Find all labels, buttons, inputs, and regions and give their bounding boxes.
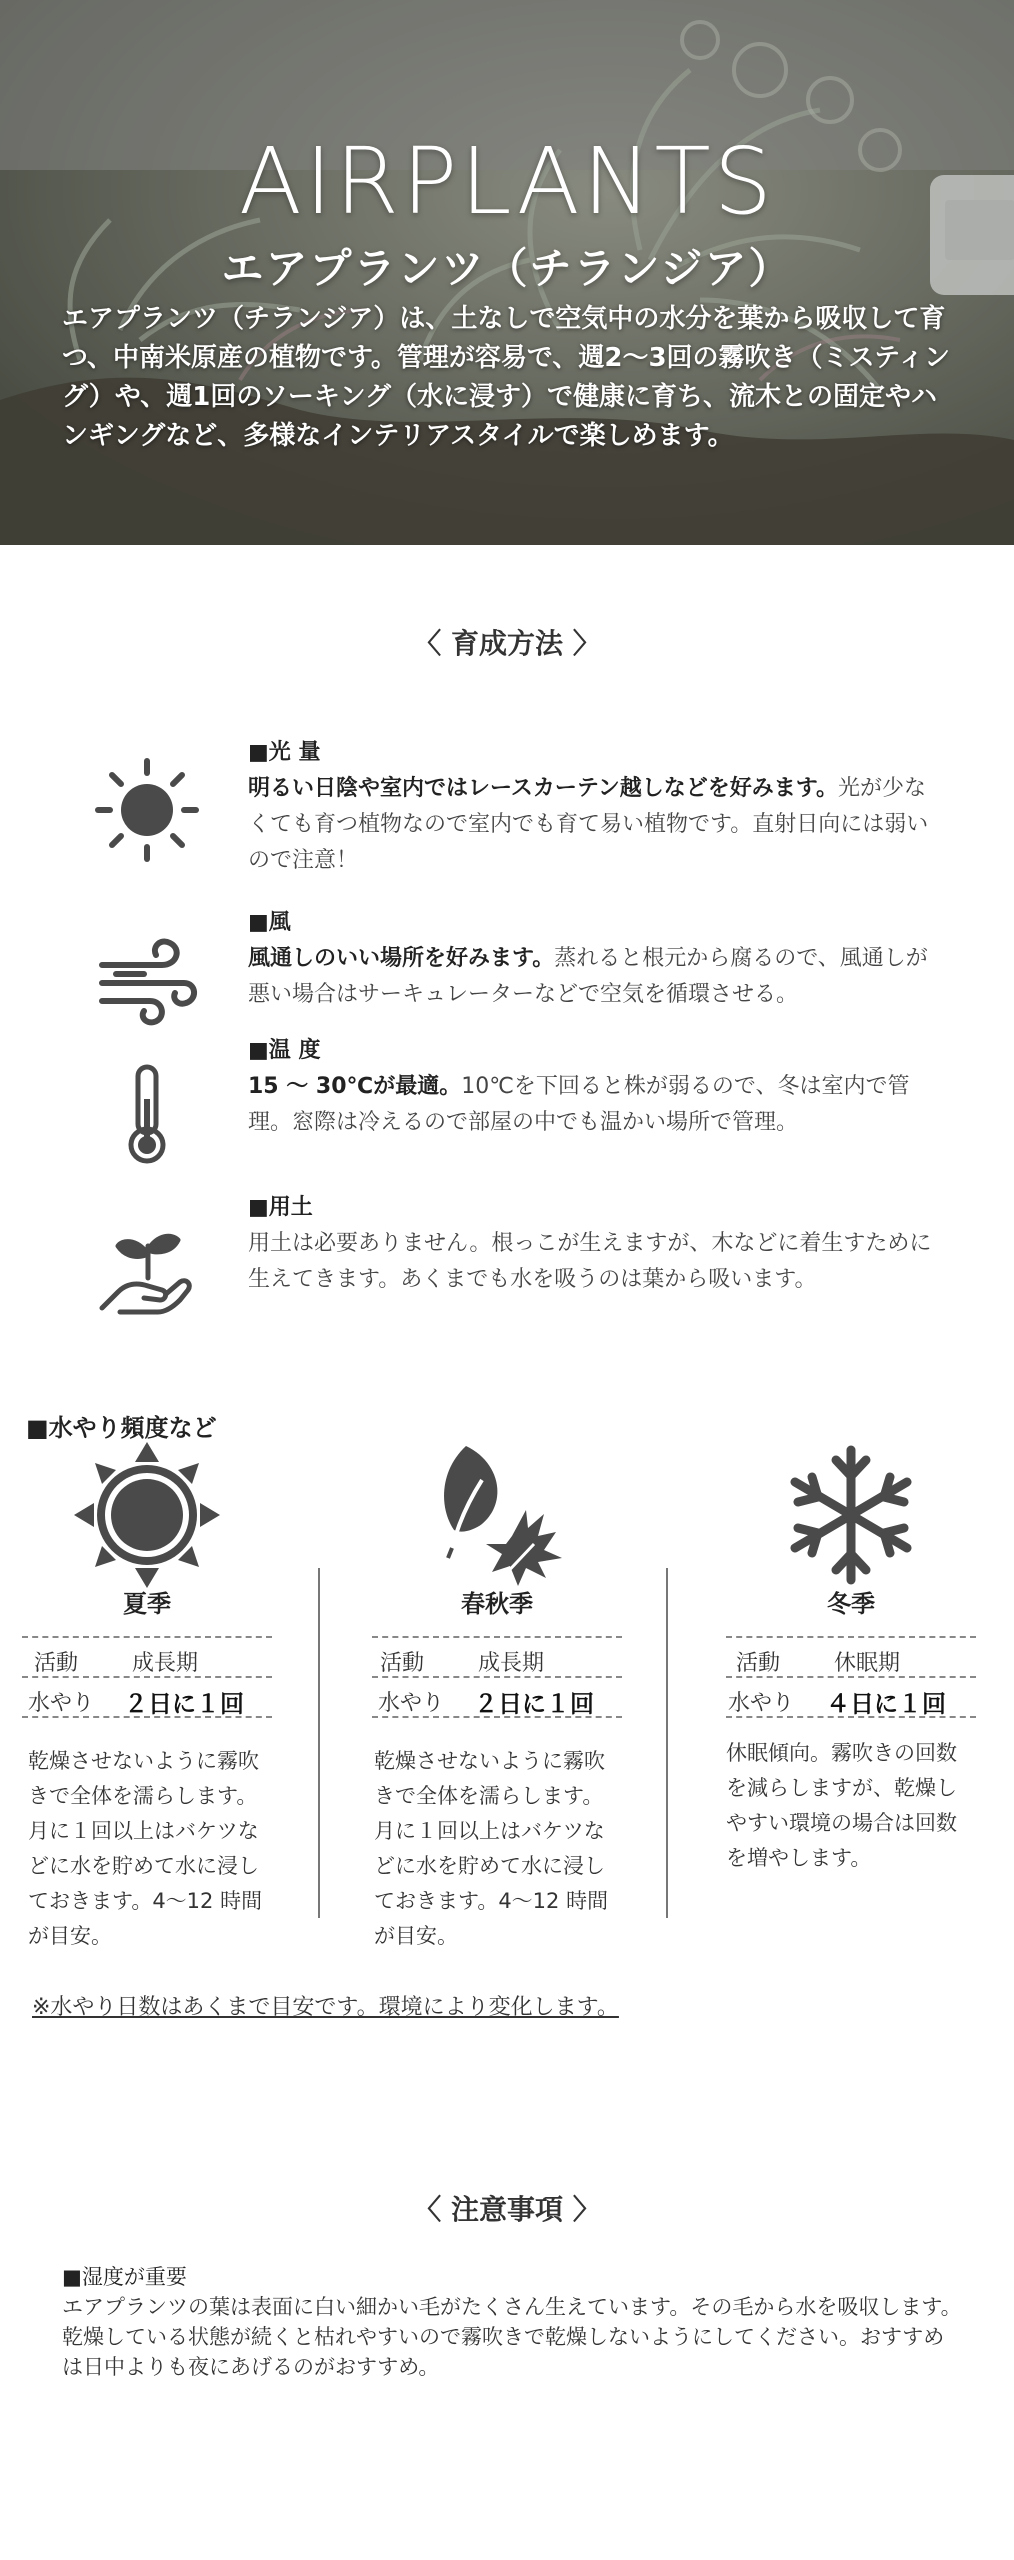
page-subtitle: エアプランツ（チランジア） (221, 244, 793, 293)
snowflake-icon (776, 1440, 926, 1590)
season-desc-summer: 乾燥させないように霧吹きで全体を濡らします。月に１回以上はバケツなどに水を貯めて水に浸しておきます。4〜12 時間が目安。 (28, 1749, 263, 1948)
page-title: AIRPLANTS (238, 128, 776, 235)
wind-icon (92, 927, 202, 1037)
care-body-soil: 用土は必要ありません。根っこが生えますが、木などに着生すために生えてきます。あくまでも水を吸うのは葉から吸います。 (248, 1231, 932, 1292)
care-label-soil: ■用土 (248, 1195, 313, 1220)
activity-label: 活動 (380, 1651, 425, 1676)
season-activity-spring-autumn (372, 1636, 622, 1676)
watering-heading: ■水やり頻度など (26, 1414, 217, 1442)
leaves-icon (422, 1440, 572, 1590)
water-label: 水やり (378, 1691, 445, 1716)
care-lead-temperature: 15 〜 30℃が最適。 (248, 1074, 462, 1099)
sun-icon (72, 1440, 222, 1590)
water-label: 水やり (728, 1691, 795, 1716)
hero-description: エアプランツ（チランジア）は、土なしで空気中の水分を葉から吸収して育つ、中南米原産の植物です。管理が容易で、週2〜3回の霧吹き（ミスティング）や、週1回のソーキング（水に浸す）で健康に育ち、流木との固定やハンギングなど、多様なインテリアスタイルで楽しめます。 (62, 304, 950, 451)
caution-label: ■湿度が重要 (62, 2265, 187, 2289)
care-text-temperature (248, 1033, 948, 1141)
care-body-light: 光が少なくても育つ植物なので室内でも育て易い植物です。直射日向には弱いので注意！ (248, 776, 929, 873)
care-body-wind: 蒸れると根元から腐るので、風通しが悪い場合はサーキュレーターなどで空気を循環させる。 (248, 946, 928, 1007)
care-text-wind (248, 905, 948, 1013)
caution-section-heading: 〈 注意事項 〉 (413, 2193, 601, 2226)
season-water-winter (726, 1676, 976, 1716)
care-text-light (248, 735, 948, 879)
hero-banner (0, 0, 1014, 545)
water-frequency: ４日に１回 (826, 1690, 946, 1718)
care-label-temperature: ■温 度 (248, 1038, 321, 1063)
season-water-spring-autumn (372, 1676, 622, 1716)
activity-label: 活動 (736, 1651, 781, 1676)
care-text-soil (248, 1190, 948, 1298)
activity-value: 休眠期 (834, 1651, 901, 1676)
caution-block (62, 2262, 962, 2382)
activity-label: 活動 (34, 1651, 79, 1676)
sprout-hand-icon (92, 1216, 202, 1326)
care-label-wind: ■風 (248, 910, 291, 935)
care-section-heading: 〈 育成方法 〉 (413, 627, 601, 660)
season-activity-summer (22, 1636, 272, 1676)
season-row-end (22, 1716, 272, 1718)
care-lead-wind: 風通しのいい場所を好みます。 (248, 946, 555, 971)
activity-value: 成長期 (132, 1651, 199, 1676)
divider (666, 1568, 668, 1918)
care-label-light: ■光 量 (248, 740, 321, 765)
divider (318, 1568, 320, 1918)
care-lead-light: 明るい日陰や室内ではレースカーテン越しなどを好みます。 (248, 776, 839, 801)
season-desc-winter: 休眠傾向。霧吹きの回数を減らしますが、乾燥しやすい環境の場合は回数を増やします。 (726, 1741, 957, 1870)
season-water-summer (22, 1676, 272, 1716)
care-body-temperature: 10℃を下回ると株が弱るので、冬は室内で管理。窓際は冷えるので部屋の中でも温かい場所で管理。 (248, 1074, 910, 1135)
caution-text: エアプランツの葉は表面に白い細かい毛がたくさん生えています。その毛から水を吸収します。乾燥している状態が続くと枯れやすいので霧吹きで乾燥しないようにしてください。おすすめは日中よりも夜にあげるのがおすすめ。 (62, 2295, 962, 2379)
watering-note: ※水やり日数はあくまで目安です。環境により変化します。 (32, 1995, 619, 2020)
season-name-winter: 冬季 (827, 1590, 875, 1618)
season-row-end (372, 1716, 622, 1718)
activity-value: 成長期 (478, 1651, 545, 1676)
season-desc-spring-autumn: 乾燥させないように霧吹きで全体を濡らします。月に１回以上はバケツなどに水を貯めて水に浸しておきます。4〜12 時間が目安。 (374, 1749, 609, 1948)
season-row-end (726, 1716, 976, 1718)
season-name-summer: 夏季 (123, 1590, 171, 1618)
season-activity-winter (726, 1636, 976, 1676)
season-name-spring-autumn: 春秋季 (461, 1590, 533, 1618)
water-frequency: ２日に１回 (124, 1690, 244, 1718)
thermometer-icon (92, 1059, 202, 1169)
water-frequency: ２日に１回 (474, 1690, 594, 1718)
sun-icon (92, 755, 202, 865)
water-label: 水やり (28, 1691, 95, 1716)
